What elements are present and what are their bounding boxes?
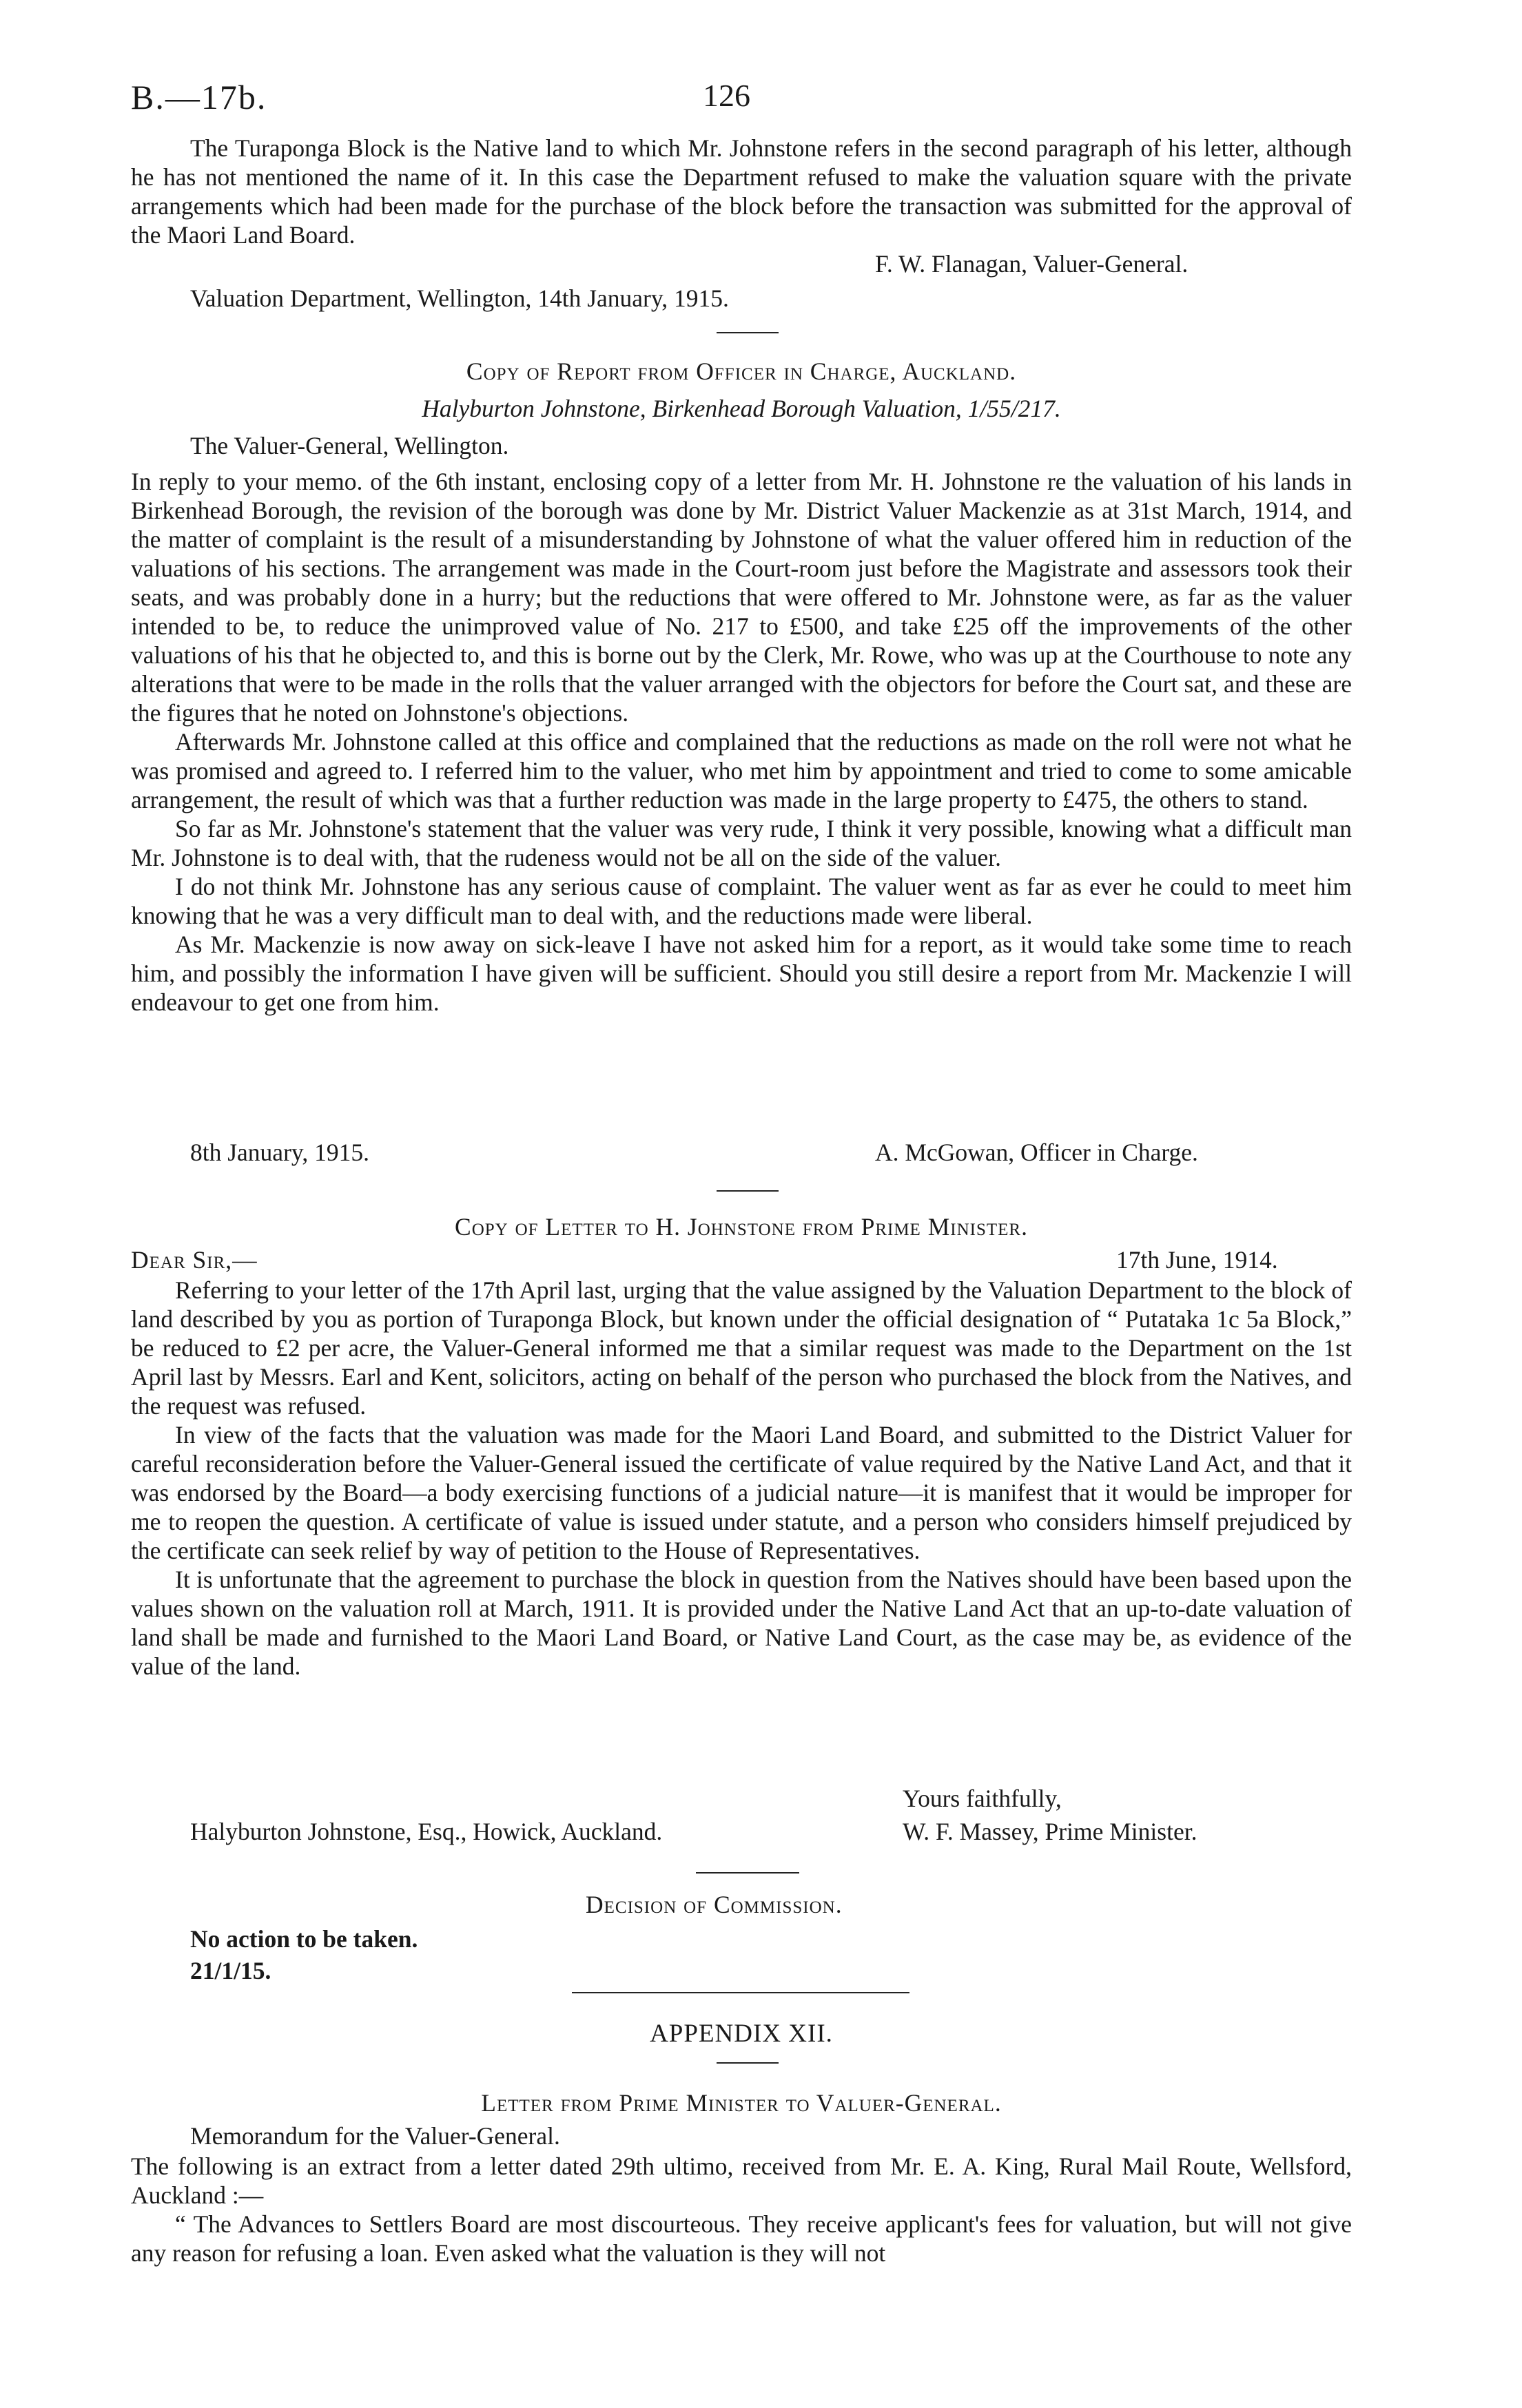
paragraph: The Turaponga Block is the Native land to which Mr. Johnstone refers in the second paragraph of his letter, although he has not mentioned the name of it. In this case the Department refused to make the valuation square with the private arrangements which had been made for the purchase of the block before the transaction was submitted for the approval of the Maori Land Board. [131, 134, 1352, 249]
signature-flanagan: F. W. Flanagan, Valuer-General. [875, 250, 1189, 278]
appendix-title: APPENDIX XII. [650, 2020, 833, 2048]
signature-mcgowan: A. McGowan, Officer in Charge. [875, 1139, 1198, 1166]
section-subtitle: Halyburton Johnstone, Birkenhead Borough Valuation, 1/55/217. [422, 395, 1061, 422]
paragraph: In view of the facts that the valuation was made for the Maori Land Board, and submitted to the District Valuer for careful reconsideration before the Valuer-General issued the certificate of value required by the Native Land Act, and that it was endorsed by the Board—a body exercising functions of a judicial nature—it is manifest that it would be improper for me to reopen the question. A certificate of value is issued under statute, and a person who considers himself prejudiced by the certificate can seek relief by way of petition to the House of Representatives. [131, 1421, 1352, 1564]
paragraph: The following is an extract from a letter dated 29th ultimo, received from Mr. E. A. King, Rural Mail Route, Wellsford, Auckland :— [131, 2152, 1352, 2209]
paragraph: It is unfortunate that the agreement to purchase the block in question from the Natives should have been based upon the values shown on the valuation roll at March, 1911. It is provided under the Native Land Act that an up-to-date valuation of land shall be made and furnished to the Maori Land Board, or Native Land Court, as the case may be, as evidence of the value of the land. [131, 1566, 1352, 1680]
report-date: 8th January, 1915. [190, 1139, 369, 1166]
salutation: Dear Sir,— [131, 1246, 258, 1274]
dateline: Valuation Department, Wellington, 14th January, 1915. [190, 284, 729, 312]
addressee: The Valuer-General, Wellington. [190, 432, 509, 459]
divider [717, 332, 779, 333]
letter-date: 17th June, 1914. [1116, 1246, 1278, 1274]
report-body [131, 467, 1352, 1017]
paragraph: I do not think Mr. Johnstone has any serious cause of complaint. The valuer went as far as ever he could to meet him knowing that he was a very difficult man to deal with, and the reductions made were liberal. [131, 873, 1352, 929]
letter-body [131, 1276, 1352, 1681]
divider [572, 1992, 909, 1993]
paragraph: As Mr. Mackenzie is now away on sick-leave I have not asked him for a report, as it would take some time to reach him, and possibly the information I have given will be sufficient. Should you still desire a report from Mr. Mackenzie I will endeavour to get one from him. [131, 931, 1352, 1016]
section-title: Copy of Letter to H. Johnstone from Prime Minister. [455, 1213, 1028, 1241]
divider [717, 2062, 779, 2064]
decision-text: No action to be taken. [190, 1925, 418, 1953]
appendix-body [131, 2152, 1352, 2267]
page-number: 126 [703, 78, 750, 113]
document-reference: B.—17b. [131, 78, 267, 116]
section-title: Copy of Report from Officer in Charge, Auckland. [466, 357, 1017, 385]
memo-heading: Memorandum for the Valuer-General. [190, 2122, 560, 2150]
section-valuer-general-note [131, 134, 1352, 249]
signature-massey: W. F. Massey, Prime Minister. [903, 1818, 1197, 1845]
paragraph: So far as Mr. Johnstone's statement that the valuer was very rude, I think it very possible, knowing what a difficult man Mr. Johnstone is to deal with, that the rudeness would not be all on the side of the valuer. [131, 815, 1352, 871]
appendix-subtitle: Letter from Prime Minister to Valuer-General. [481, 2089, 1002, 2117]
decision-title: Decision of Commission. [586, 1891, 843, 1918]
decision-date: 21/1/15. [190, 1957, 271, 1984]
divider [696, 1872, 799, 1874]
paragraph: “ The Advances to Settlers Board are most discourteous. They receive applicant's fees for valuation, but will not give any reason for refusing a loan. Even asked what the valuation is they will not [131, 2210, 1352, 2267]
divider [717, 1190, 779, 1192]
recipient: Halyburton Johnstone, Esq., Howick, Auckland. [190, 1818, 663, 1845]
paragraph: Afterwards Mr. Johnstone called at this office and complained that the reductions as made on the roll were not what he was promised and agreed to. I referred him to the valuer, who met him by appointment and tried to come to some amicable arrangement, the result of which was that a further reduction was made in the large property to £475, the others to stand. [131, 728, 1352, 813]
paragraph: Referring to your letter of the 17th April last, urging that the value assigned by the Valuation Department to the block of land described by you as portion of Turaponga Block, but known under the official designation of “ Putataka 1c 5a Block,” be reduced to £2 per acre, the Valuer-General informed me that a similar request was made to the Department on the 1st April last by Messrs. Earl and Kent, solicitors, acting on behalf of the person who purchased the block from the Natives, and the request was refused. [131, 1276, 1352, 1420]
closing: Yours faithfully, [903, 1785, 1062, 1812]
paragraph: In reply to your memo. of the 6th instant, enclosing copy of a letter from Mr. H. Johnstone re the valuation of his lands in Birkenhead Borough, the revision of the borough was done by Mr. District Valuer Mackenzie as at 31st March, 1914, and the matter of complaint is the result of a misunderstanding by Johnstone of what the valuer offered him in reduction of the valuations of his sections. The arrangement was made in the Court-room just before the Magistrate and assessors took their seats, and was probably done in a hurry; but the reductions that were offered to Mr. Johnstone were, as far as the valuer intended to be, to reduce the unimproved value of No. 217 to £500, and take £25 off the improvements of the other valuations of his that he objected to, and this is borne out by the Clerk, Mr. Rowe, who was up at the Courthouse to note any alterations that were to be made in the rolls that the valuer arranged with the objectors for before the Court sat, and these are the figures that he noted on Johnstone's objections. [131, 468, 1352, 727]
